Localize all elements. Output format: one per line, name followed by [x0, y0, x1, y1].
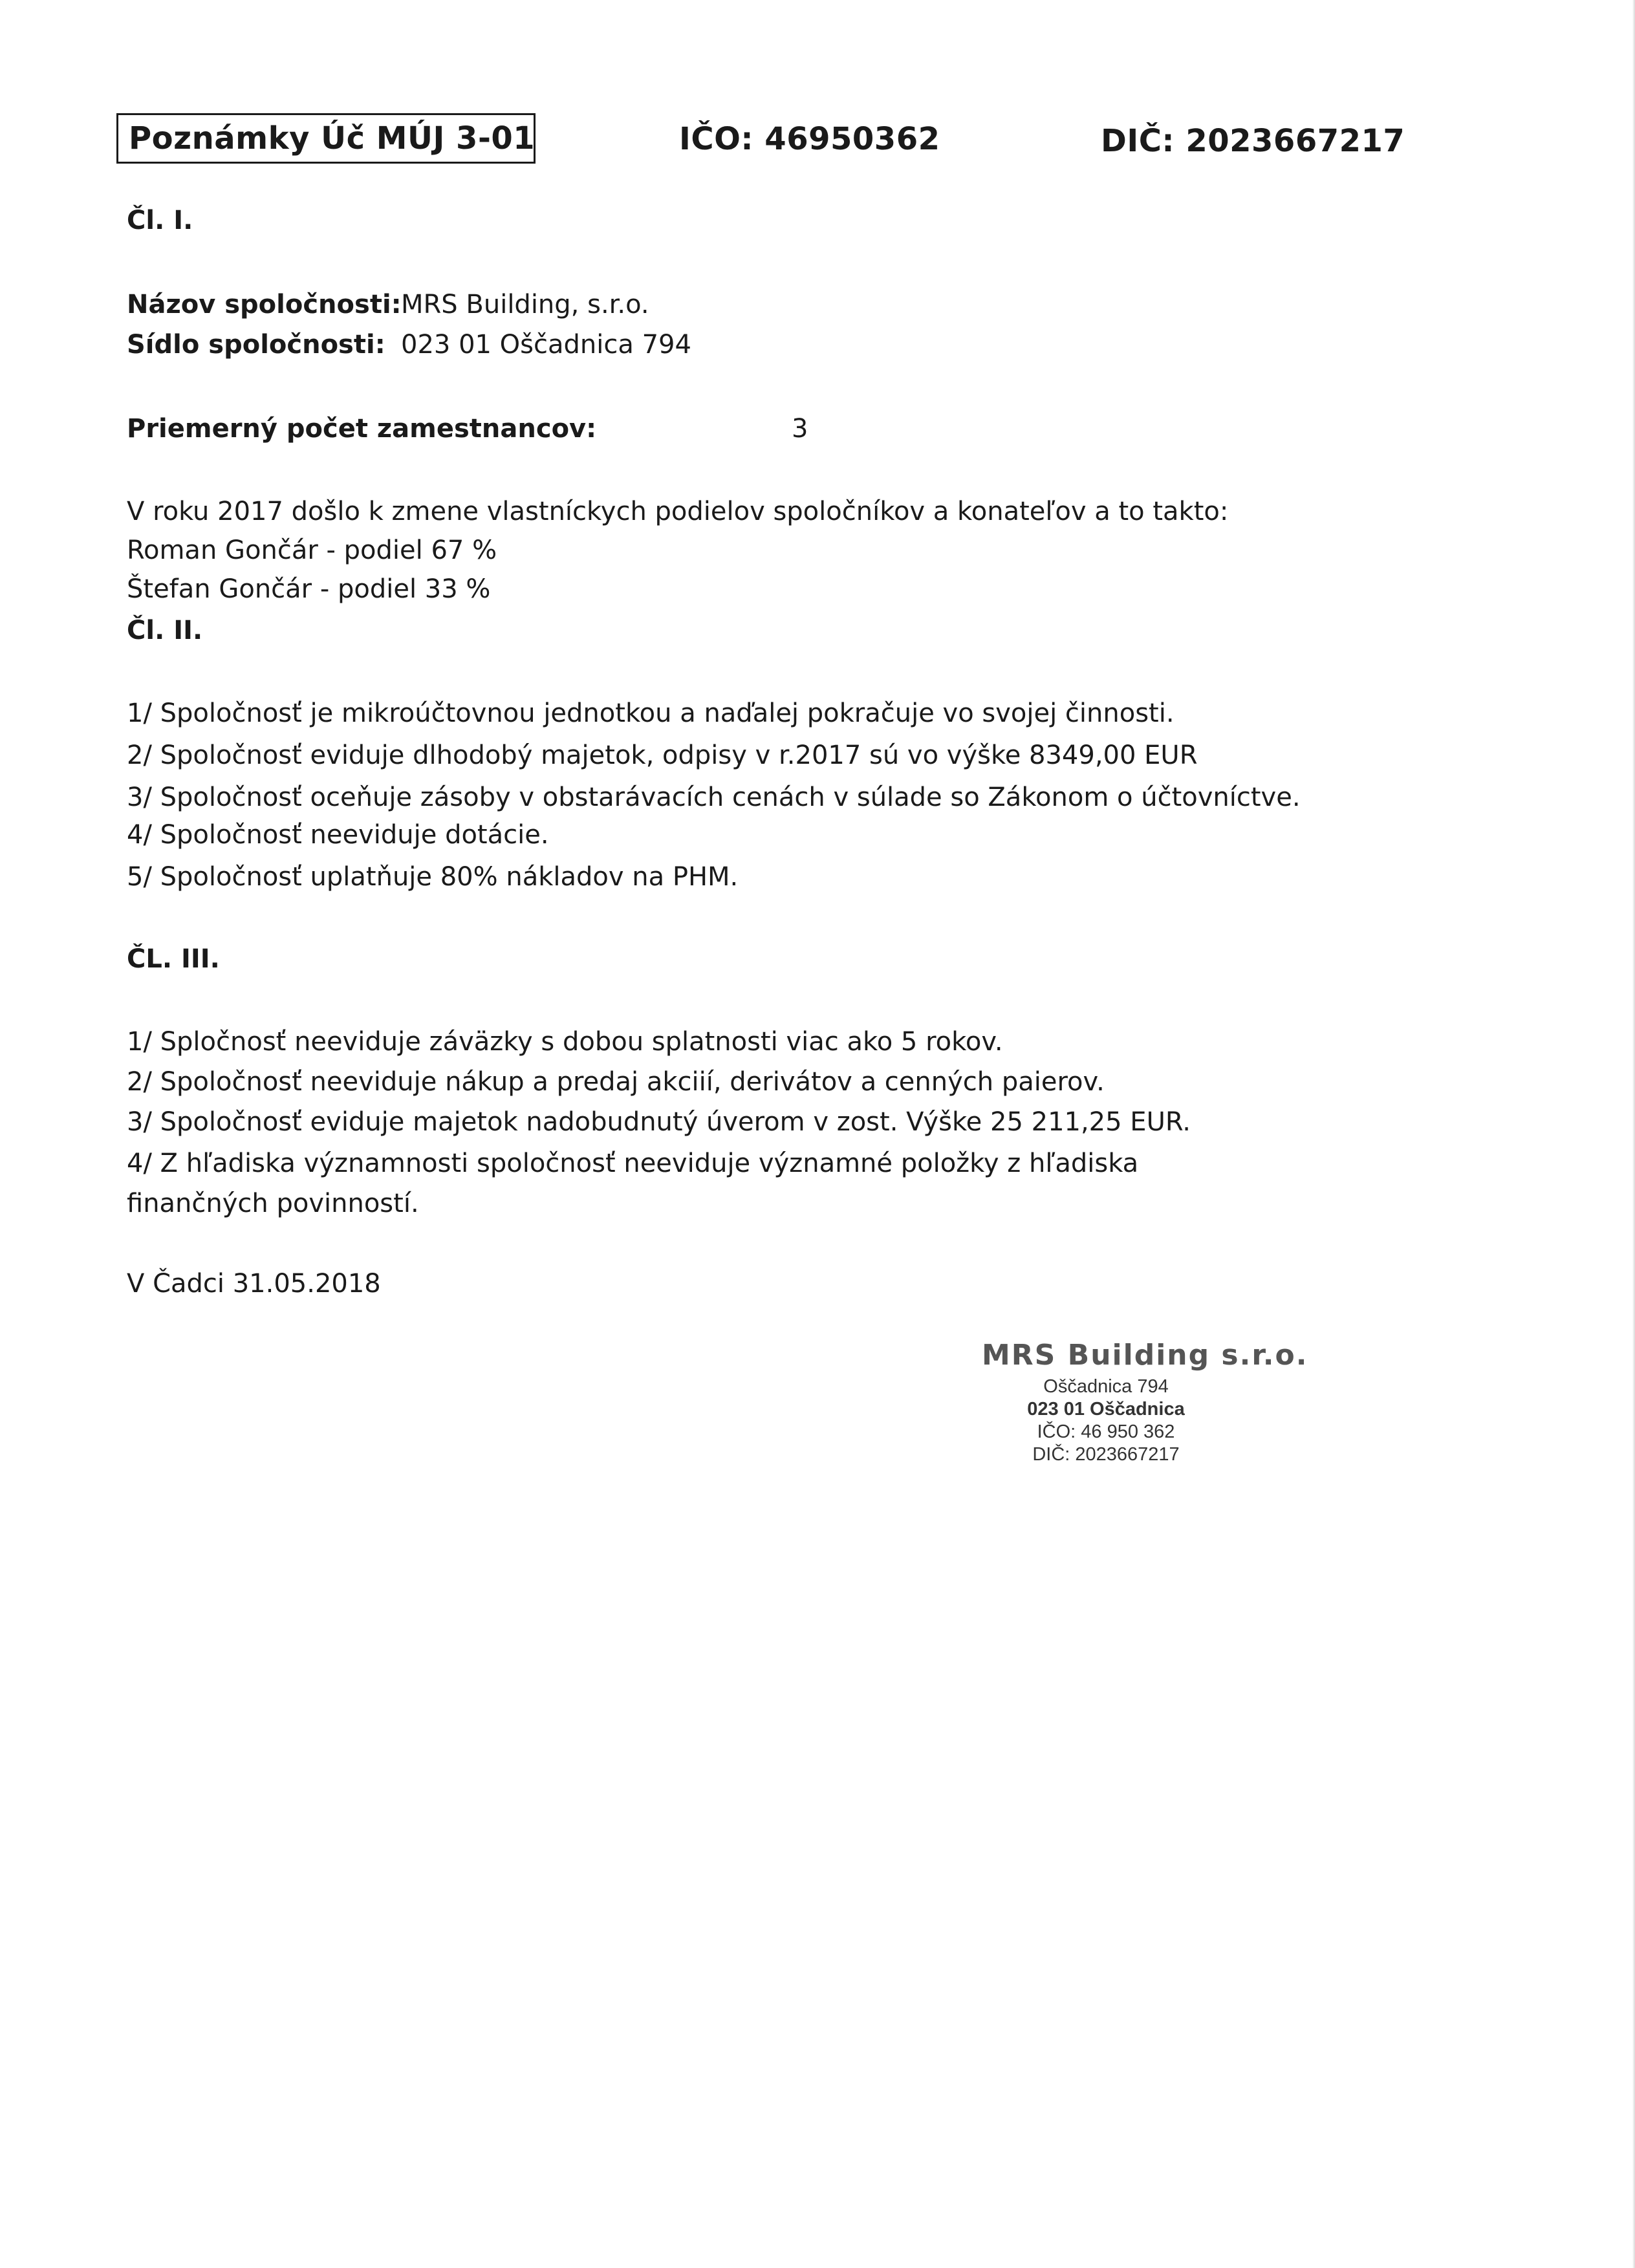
employees-label: Priemerný počet zamestnancov:: [127, 414, 597, 444]
ownership-intro: V roku 2017 došlo k zmene vlastníckych podielov spoločníkov a konateľov a to takto:: [127, 497, 1229, 526]
company-seat-label: Sídlo spoločnosti:: [127, 330, 385, 360]
list-item: 2/ Spoločnosť eviduje dlhodobý majetok, odpisy v r.2017 sú vo výške 8349,00 EUR: [127, 740, 1198, 770]
owner-line-2: Štefan Gončár - podiel 33 %: [127, 574, 491, 604]
company-seat-value: 023 01 Oščadnica 794: [401, 330, 691, 360]
list-item: 5/ Spoločnosť uplatňuje 80% nákladov na PHM.: [127, 862, 739, 892]
list-item: 2/ Spoločnosť neeviduje nákup a predaj akciií, derivátov a cenných paierov.: [127, 1067, 1105, 1097]
list-item: finančných povinností.: [127, 1189, 419, 1218]
form-code-label: Poznámky Úč MÚJ 3-01: [129, 120, 536, 157]
stamp-ico-line: IČO: 46 950 362: [1037, 1421, 1175, 1442]
list-item: 3/ Spoločnosť oceňuje zásoby v obstarávacích cenách v súlade so Zákonom o účtovníctve.: [127, 783, 1301, 812]
employees-value: 3: [792, 414, 808, 444]
company-name-label: Názov spoločnosti:: [127, 290, 402, 319]
section-1-heading: Čl. I.: [127, 206, 193, 235]
dic-label: DIČ: 2023667217: [1101, 123, 1405, 159]
company-stamp: [970, 1339, 1332, 1466]
list-item: 4/ Z hľadiska významnosti spoločnosť neeviduje významné položky z hľadiska: [127, 1149, 1139, 1178]
stamp-address-line: Oščadnica 794: [1043, 1376, 1169, 1397]
section-2-heading: Čl. II.: [127, 616, 203, 645]
company-name-value: MRS Building, s.r.o.: [401, 290, 649, 319]
place-date: V Čadci 31.05.2018: [127, 1269, 381, 1299]
ico-label: IČO: 46950362: [679, 121, 940, 157]
stamp-dic-line: DIČ: 2023667217: [1032, 1444, 1180, 1465]
stamp-postal-line: 023 01 Oščadnica: [1027, 1399, 1185, 1420]
list-item: 1/ Spoločnosť je mikroúčtovnou jednotkou a naďalej pokračuje vo svojej činnosti.: [127, 698, 1175, 728]
stamp-title: MRS Building s.r.o.: [982, 1339, 1308, 1372]
section-3-heading: ČL. III.: [127, 944, 220, 974]
owner-line-1: Roman Gončár - podiel 67 %: [127, 535, 497, 565]
list-item: 1/ Spločnosť neeviduje záväzky s dobou splatnosti viac ako 5 rokov.: [127, 1027, 1003, 1057]
list-item: 4/ Spoločnosť neeviduje dotácie.: [127, 820, 549, 850]
form-code-box: [116, 113, 536, 164]
scan-edge-shadow: [1632, 0, 1635, 2268]
list-item: 3/ Spoločnosť eviduje majetok nadobudnutý úverom v zost. Výške 25 211,25 EUR.: [127, 1107, 1191, 1137]
